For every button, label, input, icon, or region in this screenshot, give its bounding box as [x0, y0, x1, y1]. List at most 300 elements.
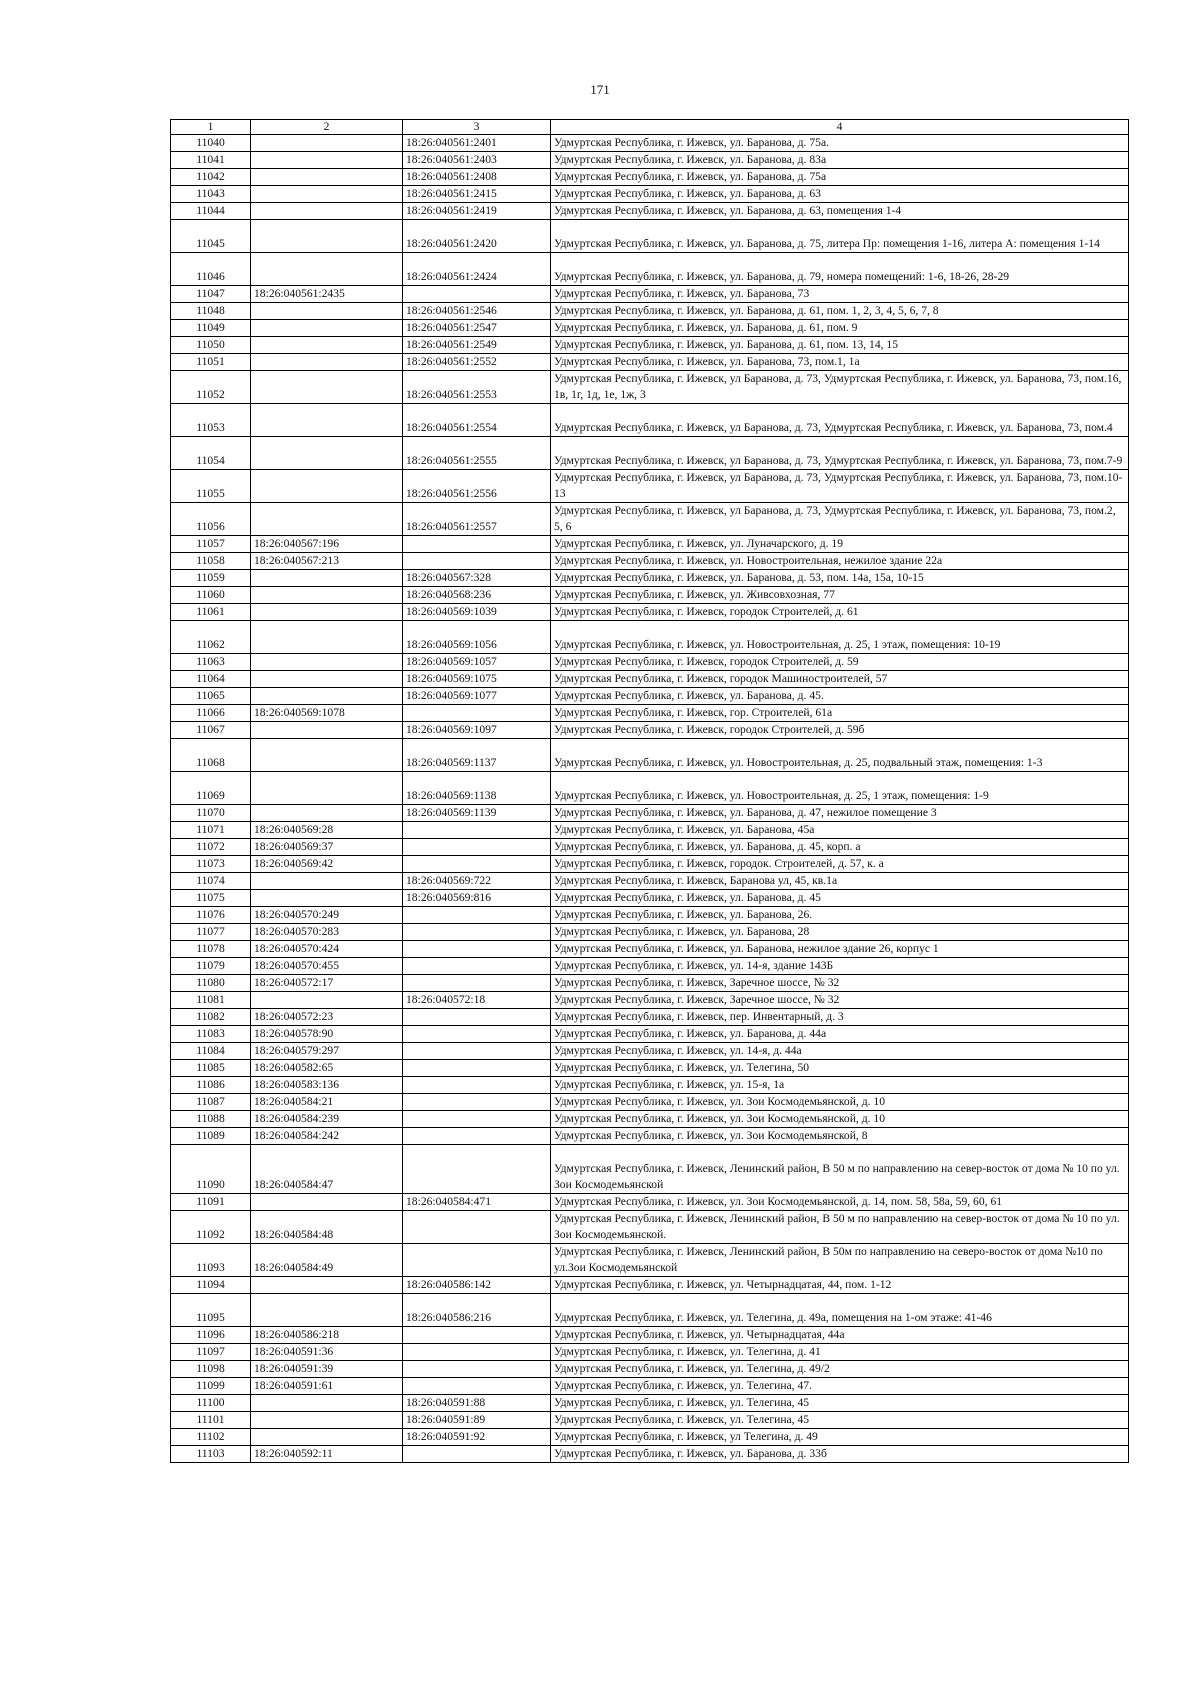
header-row	[171, 120, 1129, 135]
premises-cadastral-number-cell: 18:26:040569:1138	[403, 772, 551, 805]
table-row	[171, 536, 1129, 553]
cadastral-number-cell	[251, 303, 403, 320]
table-row	[171, 1060, 1129, 1077]
cadastral-number-cell	[251, 1395, 403, 1412]
address-cell: Удмуртская Республика, г. Ижевск, ул. Зои Космодемьянской, д. 10	[551, 1094, 1129, 1111]
address-cell: Удмуртская Республика, г. Ижевск, ул. Четырнадцатая, 44а	[551, 1327, 1129, 1344]
address-cell: Удмуртская Республика, г. Ижевск, Заречное шоссе, № 32	[551, 992, 1129, 1009]
cadastral-number-cell	[251, 152, 403, 169]
table-row	[171, 1128, 1129, 1145]
row-number-cell: 11100	[171, 1395, 251, 1412]
row-number-cell: 11089	[171, 1128, 251, 1145]
table-row	[171, 772, 1129, 805]
address-cell: Удмуртская Республика, г. Ижевск, ул. Телегина, д. 49а, помещения на 1-ом этаже: 41-46	[551, 1294, 1129, 1327]
premises-cadastral-number-cell: 18:26:040569:1137	[403, 739, 551, 772]
table-header	[171, 120, 1129, 135]
cadastral-number-cell: 18:26:040570:249	[251, 907, 403, 924]
premises-cadastral-number-cell: 18:26:040586:216	[403, 1294, 551, 1327]
table-row	[171, 437, 1129, 470]
premises-cadastral-number-cell	[403, 1211, 551, 1244]
cadastral-number-cell	[251, 1194, 403, 1211]
address-cell: Удмуртская Республика, г. Ижевск, ул. Телегина, д. 41	[551, 1344, 1129, 1361]
cadastral-number-cell: 18:26:040592:11	[251, 1446, 403, 1463]
address-cell: Удмуртская Республика, г. Ижевск, ул. Баранова, 73, пом.1, 1а	[551, 354, 1129, 371]
cadastral-number-cell	[251, 320, 403, 337]
premises-cadastral-number-cell: 18:26:040569:1077	[403, 688, 551, 705]
row-number-cell: 11046	[171, 253, 251, 286]
row-number-cell: 11103	[171, 1446, 251, 1463]
premises-cadastral-number-cell: 18:26:040561:2401	[403, 135, 551, 152]
row-number-cell: 11091	[171, 1194, 251, 1211]
cadastral-number-cell	[251, 404, 403, 437]
table-row	[171, 839, 1129, 856]
row-number-cell: 11073	[171, 856, 251, 873]
row-number-cell: 11050	[171, 337, 251, 354]
premises-cadastral-number-cell	[403, 1111, 551, 1128]
address-cell: Удмуртская Республика, г. Ижевск, Заречное шоссе, № 32	[551, 975, 1129, 992]
premises-cadastral-number-cell: 18:26:040561:2546	[403, 303, 551, 320]
row-number-cell: 11056	[171, 503, 251, 536]
premises-cadastral-number-cell: 18:26:040561:2549	[403, 337, 551, 354]
premises-cadastral-number-cell: 18:26:040561:2547	[403, 320, 551, 337]
table-row	[171, 1277, 1129, 1294]
row-number-cell: 11085	[171, 1060, 251, 1077]
row-number-cell: 11076	[171, 907, 251, 924]
premises-cadastral-number-cell: 18:26:040561:2420	[403, 220, 551, 253]
row-number-cell: 11052	[171, 371, 251, 404]
premises-cadastral-number-cell	[403, 941, 551, 958]
cadastral-number-cell	[251, 739, 403, 772]
row-number-cell: 11061	[171, 604, 251, 621]
address-cell: Удмуртская Республика, г. Ижевск, ул. Баранова, д. 75, литера Пр: помещения 1-16, литера А: помещения 1-14	[551, 220, 1129, 253]
row-number-cell: 11098	[171, 1361, 251, 1378]
premises-cadastral-number-cell: 18:26:040567:328	[403, 570, 551, 587]
premises-cadastral-number-cell: 18:26:040561:2419	[403, 203, 551, 220]
row-number-cell: 11053	[171, 404, 251, 437]
row-number-cell: 11095	[171, 1294, 251, 1327]
address-cell: Удмуртская Республика, г. Ижевск, ул. Баранова, д. 79, номера помещений: 1-6, 18-26, 28-29	[551, 253, 1129, 286]
table-row	[171, 975, 1129, 992]
cadastral-number-cell: 18:26:040586:218	[251, 1327, 403, 1344]
cadastral-number-cell: 18:26:040591:61	[251, 1378, 403, 1395]
premises-cadastral-number-cell	[403, 907, 551, 924]
address-cell: Удмуртская Республика, г. Ижевск, Ленинский район, В 50 м по направлению на север-восток от дома № 10 по ул. Зои Космодемьянской	[551, 1145, 1129, 1194]
address-cell: Удмуртская Республика, г. Ижевск, ул Телегина, д. 49	[551, 1429, 1129, 1446]
table-row	[171, 303, 1129, 320]
address-cell: Удмуртская Республика, г. Ижевск, ул. Баранова, д. 63	[551, 186, 1129, 203]
row-number-cell: 11092	[171, 1211, 251, 1244]
table-row	[171, 924, 1129, 941]
premises-cadastral-number-cell	[403, 705, 551, 722]
registry-table	[170, 119, 1129, 1463]
table-row	[171, 570, 1129, 587]
table-row	[171, 654, 1129, 671]
row-number-cell: 11065	[171, 688, 251, 705]
row-number-cell: 11077	[171, 924, 251, 941]
table-row	[171, 907, 1129, 924]
cadastral-number-cell	[251, 570, 403, 587]
cadastral-number-cell	[251, 253, 403, 286]
row-number-cell: 11044	[171, 203, 251, 220]
row-number-cell: 11083	[171, 1026, 251, 1043]
table-row	[171, 604, 1129, 621]
table-row	[171, 220, 1129, 253]
premises-cadastral-number-cell	[403, 1378, 551, 1395]
address-cell: Удмуртская Республика, г. Ижевск, ул. Телегина, 45	[551, 1395, 1129, 1412]
table-row	[171, 371, 1129, 404]
address-cell: Удмуртская Республика, г. Ижевск, ул. Баранова, д. 61, пом. 13, 14, 15	[551, 337, 1129, 354]
table-row	[171, 1395, 1129, 1412]
table-body	[171, 135, 1129, 1463]
table-row	[171, 1009, 1129, 1026]
column-header-3: 3	[403, 120, 551, 135]
cadastral-number-cell	[251, 805, 403, 822]
cadastral-number-cell: 18:26:040584:47	[251, 1145, 403, 1194]
premises-cadastral-number-cell: 18:26:040569:1097	[403, 722, 551, 739]
cadastral-number-cell: 18:26:040578:90	[251, 1026, 403, 1043]
table-row	[171, 503, 1129, 536]
cadastral-number-cell: 18:26:040561:2435	[251, 286, 403, 303]
row-number-cell: 11066	[171, 705, 251, 722]
row-number-cell: 11079	[171, 958, 251, 975]
cadastral-number-cell	[251, 587, 403, 604]
row-number-cell: 11074	[171, 873, 251, 890]
row-number-cell: 11082	[171, 1009, 251, 1026]
premises-cadastral-number-cell	[403, 1094, 551, 1111]
address-cell: Удмуртская Республика, г. Ижевск, ул Баранова, д. 73, Удмуртская Республика, г. Ижевск, ул. Баранова, 73, пом.10-13	[551, 470, 1129, 503]
table-row	[171, 873, 1129, 890]
row-number-cell: 11043	[171, 186, 251, 203]
row-number-cell: 11042	[171, 169, 251, 186]
address-cell: Удмуртская Республика, г. Ижевск, Ленинский район, В 50 м по направлению на север-восток от дома № 10 по ул. Зои Космодемьянской.	[551, 1211, 1129, 1244]
cadastral-number-cell	[251, 621, 403, 654]
address-cell: Удмуртская Республика, г. Ижевск, ул. Баранова, д. 83а	[551, 152, 1129, 169]
address-cell: Удмуртская Республика, г. Ижевск, ул. Новостроительная, д. 25, 1 этаж, помещения: 1-9	[551, 772, 1129, 805]
address-cell: Удмуртская Республика, г. Ижевск, гор. Строителей, 61а	[551, 705, 1129, 722]
table-row	[171, 890, 1129, 907]
address-cell: Удмуртская Республика, г. Ижевск, ул. Баранова, д. 47, нежилое помещение 3	[551, 805, 1129, 822]
cadastral-number-cell: 18:26:040567:196	[251, 536, 403, 553]
address-cell: Удмуртская Республика, г. Ижевск, ул. 14-я, здание 143Б	[551, 958, 1129, 975]
cadastral-number-cell	[251, 135, 403, 152]
row-number-cell: 11055	[171, 470, 251, 503]
address-cell: Удмуртская Республика, г. Ижевск, городок Строителей, д. 59б	[551, 722, 1129, 739]
address-cell: Удмуртская Республика, г. Ижевск, городок. Строителей, д. 57, к. а	[551, 856, 1129, 873]
cadastral-number-cell	[251, 890, 403, 907]
table-row	[171, 1378, 1129, 1395]
row-number-cell: 11041	[171, 152, 251, 169]
address-cell: Удмуртская Республика, г. Ижевск, ул. Живсовхозная, 77	[551, 587, 1129, 604]
premises-cadastral-number-cell: 18:26:040591:92	[403, 1429, 551, 1446]
premises-cadastral-number-cell	[403, 839, 551, 856]
table-row	[171, 1244, 1129, 1277]
cadastral-number-cell: 18:26:040569:37	[251, 839, 403, 856]
cadastral-number-cell: 18:26:040584:242	[251, 1128, 403, 1145]
cadastral-number-cell: 18:26:040572:23	[251, 1009, 403, 1026]
premises-cadastral-number-cell: 18:26:040561:2403	[403, 152, 551, 169]
row-number-cell: 11071	[171, 822, 251, 839]
premises-cadastral-number-cell: 18:26:040572:18	[403, 992, 551, 1009]
premises-cadastral-number-cell	[403, 553, 551, 570]
table-row	[171, 253, 1129, 286]
cadastral-number-cell	[251, 604, 403, 621]
premises-cadastral-number-cell: 18:26:040569:1057	[403, 654, 551, 671]
cadastral-number-cell	[251, 1277, 403, 1294]
cadastral-number-cell: 18:26:040570:455	[251, 958, 403, 975]
premises-cadastral-number-cell	[403, 1009, 551, 1026]
address-cell: Удмуртская Республика, г. Ижевск, ул. Баранова, д. 61, пом. 9	[551, 320, 1129, 337]
column-header-4: 4	[551, 120, 1129, 135]
table-row	[171, 1327, 1129, 1344]
premises-cadastral-number-cell: 18:26:040569:1039	[403, 604, 551, 621]
row-number-cell: 11088	[171, 1111, 251, 1128]
row-number-cell: 11059	[171, 570, 251, 587]
premises-cadastral-number-cell	[403, 286, 551, 303]
premises-cadastral-number-cell	[403, 1361, 551, 1378]
premises-cadastral-number-cell	[403, 975, 551, 992]
premises-cadastral-number-cell	[403, 1446, 551, 1463]
table-row	[171, 587, 1129, 604]
premises-cadastral-number-cell: 18:26:040561:2552	[403, 354, 551, 371]
address-cell: Удмуртская Республика, г. Ижевск, ул. Баранова, д. 33б	[551, 1446, 1129, 1463]
premises-cadastral-number-cell: 18:26:040569:1139	[403, 805, 551, 822]
table-row	[171, 470, 1129, 503]
address-cell: Удмуртская Республика, г. Ижевск, ул. Баранова, 28	[551, 924, 1129, 941]
cadastral-number-cell	[251, 169, 403, 186]
address-cell: Удмуртская Республика, г. Ижевск, ул. Баранова, д. 45	[551, 890, 1129, 907]
address-cell: Удмуртская Республика, г. Ижевск, ул Баранова, д. 73, Удмуртская Республика, г. Ижевск, ул. Баранова, 73, пом.2, 5, 6	[551, 503, 1129, 536]
cadastral-number-cell: 18:26:040591:39	[251, 1361, 403, 1378]
address-cell: Удмуртская Республика, г. Ижевск, ул. Зои Космодемьянской, д. 14, пом. 58, 58а, 59, 60, 61	[551, 1194, 1129, 1211]
table-row	[171, 822, 1129, 839]
row-number-cell: 11068	[171, 739, 251, 772]
cadastral-number-cell	[251, 470, 403, 503]
premises-cadastral-number-cell	[403, 1077, 551, 1094]
table-row	[171, 1111, 1129, 1128]
cadastral-number-cell: 18:26:040569:1078	[251, 705, 403, 722]
row-number-cell: 11064	[171, 671, 251, 688]
premises-cadastral-number-cell: 18:26:040584:471	[403, 1194, 551, 1211]
row-number-cell: 11086	[171, 1077, 251, 1094]
cadastral-number-cell: 18:26:040584:48	[251, 1211, 403, 1244]
cadastral-number-cell: 18:26:040584:239	[251, 1111, 403, 1128]
page-number: 171	[590, 82, 610, 97]
table-row	[171, 1077, 1129, 1094]
row-number-cell: 11099	[171, 1378, 251, 1395]
address-cell: Удмуртская Республика, г. Ижевск, ул. 14-я, д. 44а	[551, 1043, 1129, 1060]
cadastral-number-cell	[251, 354, 403, 371]
cadastral-number-cell	[251, 371, 403, 404]
table-row	[171, 671, 1129, 688]
address-cell: Удмуртская Республика, г. Ижевск, ул. Баранова, 26.	[551, 907, 1129, 924]
table-row	[171, 553, 1129, 570]
row-number-cell: 11062	[171, 621, 251, 654]
row-number-cell: 11060	[171, 587, 251, 604]
address-cell: Удмуртская Республика, г. Ижевск, ул. Зои Космодемьянской, 8	[551, 1128, 1129, 1145]
address-cell: Удмуртская Республика, г. Ижевск, ул. Баранова, д. 44а	[551, 1026, 1129, 1043]
address-cell: Удмуртская Республика, г. Ижевск, ул. Новостроительная, д. 25, 1 этаж, помещения: 10-19	[551, 621, 1129, 654]
address-cell: Удмуртская Республика, г. Ижевск, ул Баранова, д. 73, Удмуртская Республика, г. Ижевск, ул. Баранова, 73, пом.4	[551, 404, 1129, 437]
row-number-cell: 11093	[171, 1244, 251, 1277]
row-number-cell: 11070	[171, 805, 251, 822]
table-row	[171, 1412, 1129, 1429]
premises-cadastral-number-cell: 18:26:040561:2557	[403, 503, 551, 536]
address-cell: Удмуртская Республика, г. Ижевск, городок Строителей, д. 61	[551, 604, 1129, 621]
table-row	[171, 805, 1129, 822]
row-number-cell: 11081	[171, 992, 251, 1009]
table-row	[171, 203, 1129, 220]
premises-cadastral-number-cell: 18:26:040569:1075	[403, 671, 551, 688]
table-row	[171, 688, 1129, 705]
cadastral-number-cell	[251, 873, 403, 890]
premises-cadastral-number-cell: 18:26:040561:2556	[403, 470, 551, 503]
cadastral-number-cell	[251, 772, 403, 805]
address-cell: Удмуртская Республика, г. Ижевск, ул. Баранова, нежилое здание 26, корпус 1	[551, 941, 1129, 958]
table-row	[171, 1026, 1129, 1043]
table-row	[171, 705, 1129, 722]
cadastral-number-cell: 18:26:040591:36	[251, 1344, 403, 1361]
cadastral-number-cell	[251, 186, 403, 203]
cadastral-number-cell: 18:26:040569:42	[251, 856, 403, 873]
row-number-cell: 11094	[171, 1277, 251, 1294]
address-cell: Удмуртская Республика, г. Ижевск, пер. Инвентарный, д. 3	[551, 1009, 1129, 1026]
row-number-cell: 11096	[171, 1327, 251, 1344]
column-header-2: 2	[251, 120, 403, 135]
row-number-cell: 11075	[171, 890, 251, 907]
row-number-cell: 11097	[171, 1344, 251, 1361]
cadastral-number-cell	[251, 203, 403, 220]
row-number-cell: 11078	[171, 941, 251, 958]
cadastral-number-cell	[251, 1412, 403, 1429]
row-number-cell: 11084	[171, 1043, 251, 1060]
premises-cadastral-number-cell	[403, 1060, 551, 1077]
cadastral-number-cell	[251, 337, 403, 354]
premises-cadastral-number-cell	[403, 1244, 551, 1277]
address-cell: Удмуртская Республика, г. Ижевск, ул. Баранова, 73	[551, 286, 1129, 303]
table-row	[171, 152, 1129, 169]
column-header-1: 1	[171, 120, 251, 135]
address-cell: Удмуртская Республика, г. Ижевск, ул. Баранова, д. 63, помещения 1-4	[551, 203, 1129, 220]
cadastral-number-cell	[251, 220, 403, 253]
row-number-cell: 11040	[171, 135, 251, 152]
cadastral-number-cell	[251, 688, 403, 705]
row-number-cell: 11047	[171, 286, 251, 303]
table-row	[171, 404, 1129, 437]
table-row	[171, 320, 1129, 337]
cadastral-number-cell: 18:26:040570:283	[251, 924, 403, 941]
premises-cadastral-number-cell	[403, 1128, 551, 1145]
row-number-cell: 11087	[171, 1094, 251, 1111]
cadastral-number-cell	[251, 992, 403, 1009]
cadastral-number-cell	[251, 1429, 403, 1446]
premises-cadastral-number-cell: 18:26:040591:88	[403, 1395, 551, 1412]
cadastral-number-cell: 18:26:040584:21	[251, 1094, 403, 1111]
row-number-cell: 11080	[171, 975, 251, 992]
cadastral-number-cell	[251, 503, 403, 536]
cadastral-number-cell: 18:26:040582:65	[251, 1060, 403, 1077]
row-number-cell: 11090	[171, 1145, 251, 1194]
cadastral-number-cell	[251, 1294, 403, 1327]
cadastral-number-cell: 18:26:040569:28	[251, 822, 403, 839]
premises-cadastral-number-cell	[403, 1043, 551, 1060]
address-cell: Удмуртская Республика, г. Ижевск, ул. Баранова, д. 53, пом. 14а, 15а, 10-15	[551, 570, 1129, 587]
premises-cadastral-number-cell	[403, 536, 551, 553]
premises-cadastral-number-cell	[403, 1145, 551, 1194]
cadastral-number-cell: 18:26:040567:213	[251, 553, 403, 570]
premises-cadastral-number-cell: 18:26:040569:816	[403, 890, 551, 907]
premises-cadastral-number-cell: 18:26:040561:2553	[403, 371, 551, 404]
row-number-cell: 11051	[171, 354, 251, 371]
address-cell: Удмуртская Республика, г. Ижевск, ул. Телегина, 50	[551, 1060, 1129, 1077]
table-row	[171, 856, 1129, 873]
table-row	[171, 992, 1129, 1009]
row-number-cell: 11072	[171, 839, 251, 856]
table-row	[171, 1145, 1129, 1194]
premises-cadastral-number-cell	[403, 822, 551, 839]
address-cell: Удмуртская Республика, г. Ижевск, ул. Баранова, д. 75а	[551, 169, 1129, 186]
table-row	[171, 621, 1129, 654]
premises-cadastral-number-cell	[403, 924, 551, 941]
table-row	[171, 722, 1129, 739]
premises-cadastral-number-cell: 18:26:040569:1056	[403, 621, 551, 654]
row-number-cell: 11049	[171, 320, 251, 337]
row-number-cell: 11101	[171, 1412, 251, 1429]
table-row	[171, 354, 1129, 371]
address-cell: Удмуртская Республика, г. Ижевск, ул. Новостроительная, нежилое здание 22а	[551, 553, 1129, 570]
premises-cadastral-number-cell: 18:26:040568:236	[403, 587, 551, 604]
address-cell: Удмуртская Республика, г. Ижевск, ул. Баранова, д. 45, корп. а	[551, 839, 1129, 856]
row-number-cell: 11063	[171, 654, 251, 671]
premises-cadastral-number-cell: 18:26:040561:2424	[403, 253, 551, 286]
address-cell: Удмуртская Республика, г. Ижевск, ул. Баранова, д. 45.	[551, 688, 1129, 705]
address-cell: Удмуртская Республика, г. Ижевск, городок Машиностроителей, 57	[551, 671, 1129, 688]
cadastral-number-cell: 18:26:040579:297	[251, 1043, 403, 1060]
premises-cadastral-number-cell: 18:26:040561:2554	[403, 404, 551, 437]
cadastral-number-cell: 18:26:040570:424	[251, 941, 403, 958]
address-cell: Удмуртская Республика, г. Ижевск, ул. Новостроительная, д. 25, подвальный этаж, помещения: 1-3	[551, 739, 1129, 772]
table-row	[171, 1194, 1129, 1211]
cadastral-number-cell	[251, 671, 403, 688]
row-number-cell: 11058	[171, 553, 251, 570]
table-row	[171, 1094, 1129, 1111]
address-cell: Удмуртская Республика, г. Ижевск, Ленинский район, В 50м по направлению на северо-восток от дома №10 по ул.Зои Космодемьянской	[551, 1244, 1129, 1277]
address-cell: Удмуртская Республика, г. Ижевск, ул Баранова, д. 73, Удмуртская Республика, г. Ижевск, ул. Баранова, 73, пом.16, 1в, 1г, 1д, 1е, 1ж, 3	[551, 371, 1129, 404]
cadastral-number-cell: 18:26:040572:17	[251, 975, 403, 992]
row-number-cell: 11054	[171, 437, 251, 470]
premises-cadastral-number-cell: 18:26:040561:2415	[403, 186, 551, 203]
row-number-cell: 11048	[171, 303, 251, 320]
premises-cadastral-number-cell: 18:26:040561:2408	[403, 169, 551, 186]
table-row	[171, 286, 1129, 303]
table-row	[171, 1211, 1129, 1244]
premises-cadastral-number-cell	[403, 1327, 551, 1344]
premises-cadastral-number-cell	[403, 958, 551, 975]
table-row	[171, 135, 1129, 152]
address-cell: Удмуртская Республика, г. Ижевск, городок Строителей, д. 59	[551, 654, 1129, 671]
cadastral-number-cell: 18:26:040583:136	[251, 1077, 403, 1094]
table-row	[171, 1429, 1129, 1446]
address-cell: Удмуртская Республика, г. Ижевск, Баранова ул, 45, кв.1а	[551, 873, 1129, 890]
address-cell: Удмуртская Республика, г. Ижевск, ул. Телегина, 47.	[551, 1378, 1129, 1395]
premises-cadastral-number-cell	[403, 856, 551, 873]
row-number-cell: 11067	[171, 722, 251, 739]
row-number-cell: 11045	[171, 220, 251, 253]
table-row	[171, 941, 1129, 958]
table-row	[171, 1446, 1129, 1463]
table-row	[171, 337, 1129, 354]
address-cell: Удмуртская Республика, г. Ижевск, ул. Телегина, д. 49/2	[551, 1361, 1129, 1378]
cadastral-number-cell: 18:26:040584:49	[251, 1244, 403, 1277]
